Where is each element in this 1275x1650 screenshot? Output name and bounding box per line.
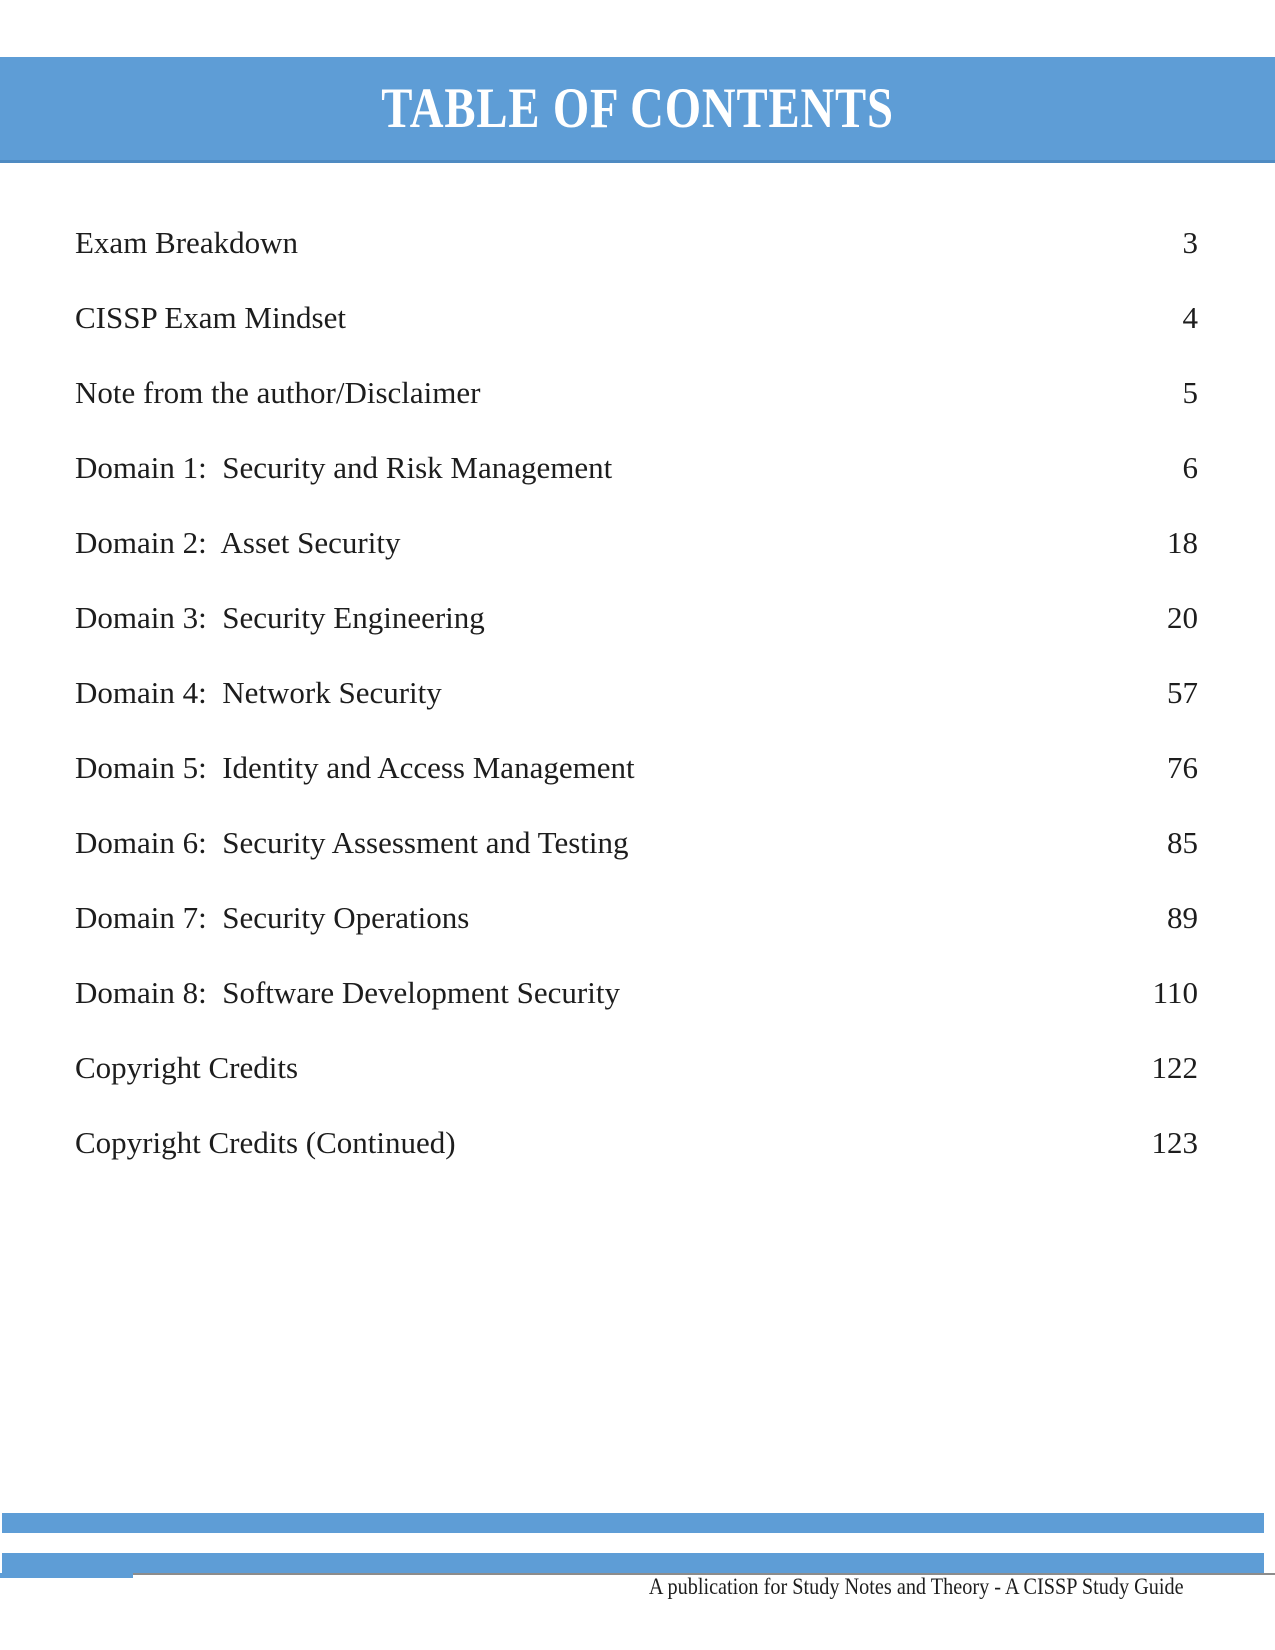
toc-entry	[75, 955, 1198, 1030]
toc-entry-page-number: 4	[1182, 299, 1198, 335]
toc-entry	[75, 1105, 1198, 1180]
toc-entry-page-number: 123	[1151, 1124, 1198, 1160]
footer-bar-top	[2, 1513, 1264, 1533]
toc-entry-page-number: 89	[1167, 899, 1198, 935]
footer-publication-note: A publication for Study Notes and Theory - A CISSP Study Guide	[649, 1574, 1184, 1599]
toc-entry	[75, 880, 1198, 955]
toc-entry	[75, 580, 1198, 655]
toc-entry	[75, 805, 1198, 880]
toc-entry	[75, 430, 1198, 505]
toc-entry-page-number: 5	[1182, 374, 1198, 410]
toc-entry-label: CISSP Exam Mindset	[75, 299, 346, 335]
toc-entry-label: Exam Breakdown	[75, 224, 298, 260]
toc-entry-label: Copyright Credits (Continued)	[75, 1124, 456, 1160]
title-banner	[0, 57, 1275, 163]
toc-entry	[75, 730, 1198, 805]
toc-entry-label: Domain 2: Asset Security	[75, 524, 401, 560]
toc-entry	[75, 355, 1198, 430]
footer-bar-step	[0, 1573, 133, 1578]
toc-entry-page-number: 18	[1167, 524, 1198, 560]
toc-entry-page-number: 6	[1182, 449, 1198, 485]
toc-entry-label: Domain 6: Security Assessment and Testing	[75, 824, 629, 860]
toc-entry-label: Domain 8: Software Development Security	[75, 974, 620, 1010]
footer-bar-bottom	[2, 1553, 1264, 1573]
toc-entry-page-number: 57	[1167, 674, 1198, 710]
toc-entry	[75, 280, 1198, 355]
toc-entry-page-number: 3	[1182, 224, 1198, 260]
toc-entry-page-number: 110	[1152, 974, 1198, 1010]
toc-entry-page-number: 76	[1167, 749, 1198, 785]
toc-entry	[75, 505, 1198, 580]
toc-entry-label: Domain 3: Security Engineering	[75, 599, 485, 635]
toc-entry-label: Domain 4: Network Security	[75, 674, 442, 710]
toc-entry	[75, 1030, 1198, 1105]
toc-entry-label: Copyright Credits	[75, 1049, 299, 1085]
toc-entry	[75, 655, 1198, 730]
toc-list	[75, 205, 1198, 1180]
toc-entry-label: Domain 1: Security and Risk Management	[75, 449, 613, 485]
toc-entry-label: Domain 7: Security Operations	[75, 899, 470, 935]
toc-entry-page-number: 20	[1167, 599, 1198, 635]
toc-entry	[75, 205, 1198, 280]
page-title: TABLE OF CONTENTS	[381, 77, 894, 140]
toc-entry-label: Note from the author/Disclaimer	[75, 374, 481, 410]
toc-entry-page-number: 85	[1167, 824, 1198, 860]
toc-entry-label: Domain 5: Identity and Access Management	[75, 749, 635, 785]
toc-entry-page-number: 122	[1151, 1049, 1198, 1085]
